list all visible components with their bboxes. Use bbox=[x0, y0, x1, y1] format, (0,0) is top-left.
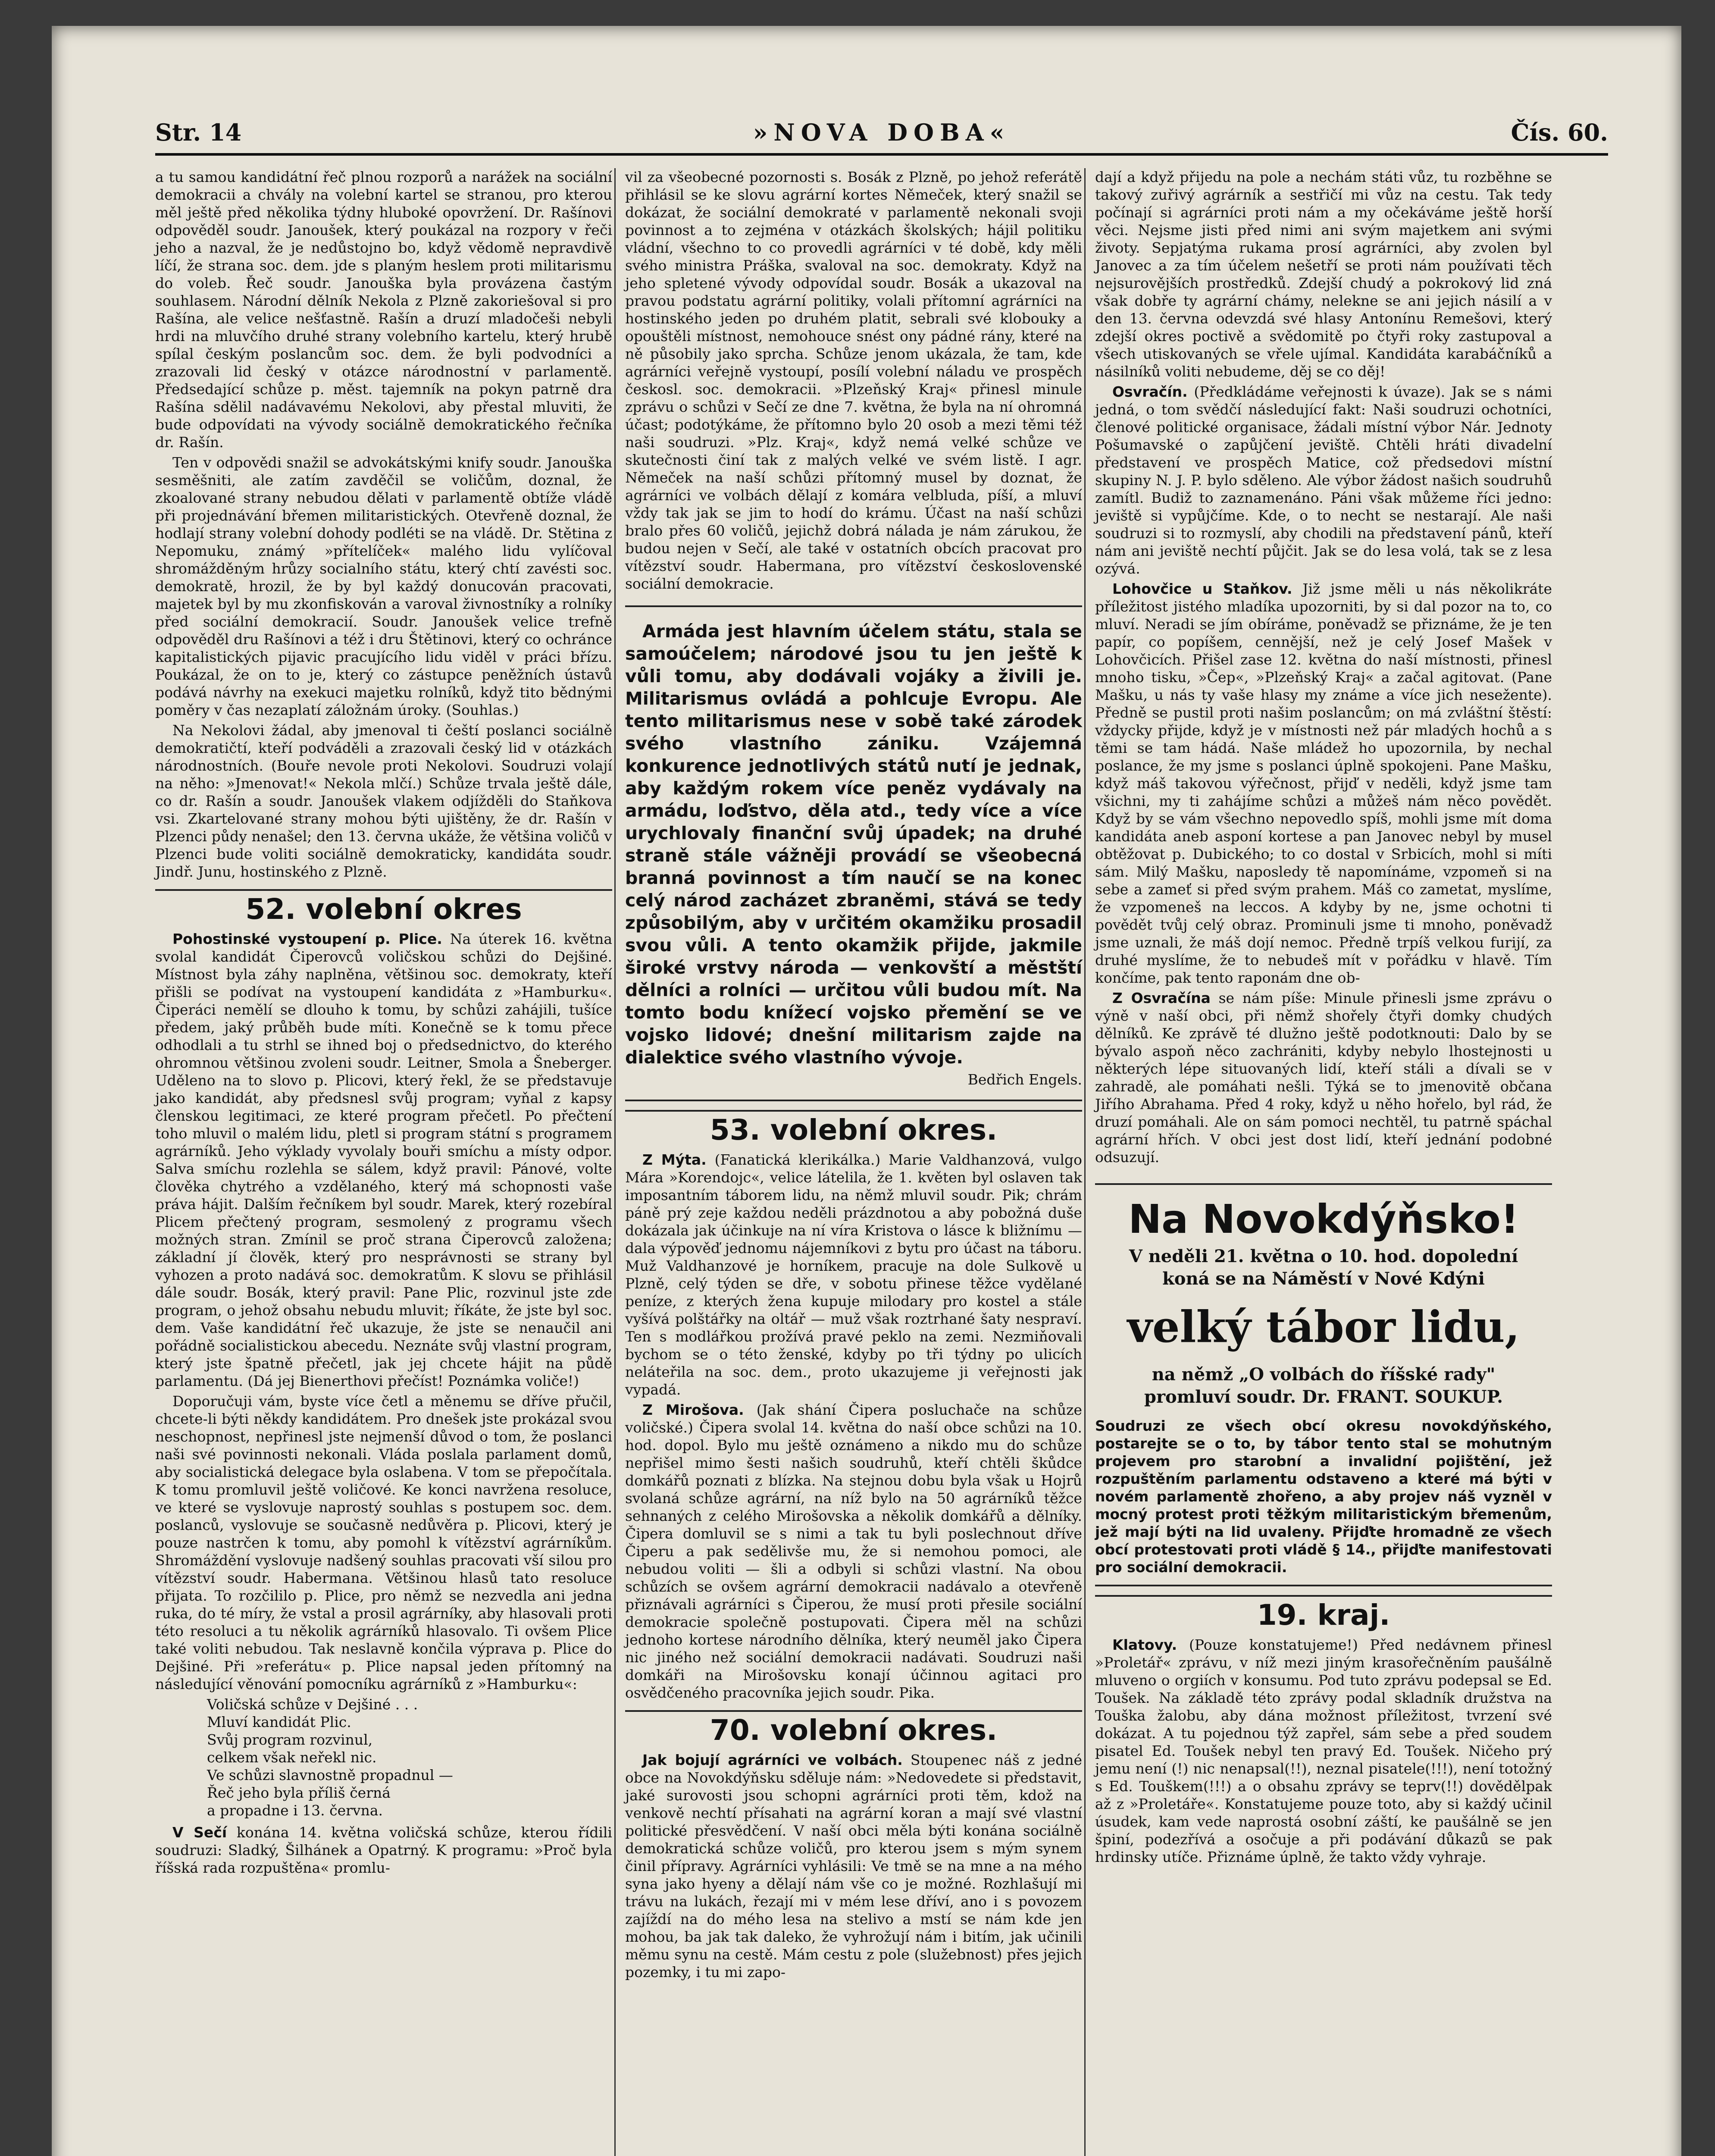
article-headline: Z Mirošova. bbox=[642, 1401, 744, 1418]
article-headline: Osvračín. bbox=[1112, 383, 1188, 400]
announcement-line: V neděli 21. května o 10. hod. dopolední bbox=[1129, 1246, 1518, 1266]
article-paragraph: Ten v odpovědi snažil se advokátskými knify soudr. Janouška sesměšniti, ale zatím zavděčil se voličům, doznal, že zkoalované strany nebudou dělati v parlamentě obtíže vládě při projednávání břemen militaristických. Otevřeně doznal, že hodlají strany volební dohody podléti se na vládě. Dr. Stětina z Nepomuku, známý »přítelíček« malého lidu vylíčoval shromážděným hrůzy socialního státu, který chtí zavésti soc. demokratě, hrozil, že by byl každý donucován pracovati, majetek byl by mu zkonfiskován a varoval živnostníky a rolníky před sociální demokracií. Soudr. Janoušek velice trefně odpověděl dru Rašínovi a též i dru Štětinovi, který co ochránce kapitalistických pijavic pracujícího lidu viděl v práci břízu. Poukázal, že on to je, který co zástupce peněžních ústavů podává návrhy na exekuci majetku rolníků, když tito bědnými poměry v čas nezaplatí záložnám úroky. (Souhlas.) bbox=[155, 454, 612, 718]
article-headline: Jak bojují agrárníci ve volbách. bbox=[642, 1752, 903, 1768]
quote-text: Armáda jest hlavním účelem státu, stala se samoúčelem; národové jsou tu jen ještě k vůli tomu, aby dodávali vojáky a živili je. Militarismus ovládá a pohlcuje Evropu. Ale tento militarismus nese v sobě také zárodek svého vlastního zániku. Vzájemná konkurence jednotlivých států nutí je jednak, aby každým rokem více peněz vydávaly na armádu, loďstvo, děla atd., tedy více a více urychlovaly finanční svůj úpadek; na druhé straně stále vážněji provádí se všeobecná branná povinnost a tím naučí se na konec celý národ zacházet zbraněmi, stává se tedy způsobilým, aby v určitém okamžiku prosadil svou vůli. A tento okamžik přijde, jakmile široké vrstvy národa — venkovští a městští dělníci a rolníci — určitou vůli budou mít. Na tomto bodu knížecí vojsko přemění se ve vojsko lidové; dnešní militarism zajde na dialektice svého vlastního vývoje. bbox=[625, 621, 1082, 1068]
article-paragraph: vil za všeobecné pozornosti s. Bosák z Plzně, po jehož referátě přihlásil se ke slovu agrární kortes Němeček, který snažil se dokázat, že sociální demokraté v parlamentě nekonali svoji povinnost a to zejména v otázkách školských; hájil politiku vládní, všechno to co provedli agrárníci v té době, kdy měli svého ministra Práška, svaloval na soc. demokraty. Když na jeho spletené vývody odpovídal soudr. Bosák a ukazoval na pravou podstatu agrární politiky, volali přítomní agrárníci na hostinského jeden po druhém platit, sebrali své klobouky a opouštěli místnost, nemohouce snést ony pádné rány, které na ně působily jako sprcha. Schůze jenom ukázala, že tam, kde agrárníci veřejně vystoupí, posílí volební náladu ve prospěch českosl. soc. demokracii. »Plzeňský Kraj« přinesl minule zprávu o schůzi v Sečí ze dne 7. května, že byla na ní ohromná účast; podotýkáme, že přítomno bylo 20 osob a mezi těmi též naši soudruzi. »Plz. Kraj«, když nemá velké schůze ve skutečnosti činí tak z malých velké ve svém listě. I agr. Němeček na naší schůzi přítomný musel by doznat, že agrárníci ve volbách dělají z komára velbluda, píší, a mluví vždy tak jak se jim to hodí do krámu. Účast na naší schůzi bralo přes 60 voličů, jejichž dobrá nálada je nám zárukou, že budou nejen v Sečí, ale také v ostatních obcích pracovat pro vítězství soudr. Habermana, pro vítězství československé sociální demokracie. bbox=[625, 169, 1082, 592]
column-3 bbox=[1095, 168, 1552, 1868]
article-headline: V Sečí bbox=[172, 1824, 227, 1841]
section-heading: 19. kraj. bbox=[1095, 1595, 1552, 1632]
poem bbox=[207, 1695, 612, 1819]
poem-line: Svůj program rozvinul, bbox=[207, 1731, 373, 1748]
page-header bbox=[155, 114, 1608, 156]
article-headline: Pohostinské vystoupení p. Plice. bbox=[172, 931, 442, 947]
article-paragraph: Již jsme měli u nás několikráte příležitost jistého mladíka upozorniti, by si dal pozor na to, co mluví. Neradi se jím obíráme, poněvadž se přiznáme, že je ten papír, co popíšem, cennější, než je celý Josef Mašek v Lohovčicích. Přišel zase 12. května do naší místnosti, přinesl mnoho tisku, »Čep«, »Plzeňský Kraj« a začal agitovat. (Pane Mašku, u nás ty vaše hlasy my známe a více jich nesežente). Předně se pustil proti našim poslancům; on má zvláštní štěstí: vždycky přijde, když je v místnosti než pár mladých hochů a s těmi se tam hádá. Naše mládež ho upozornila, by nechal poslance, že my jsme s poslanci úplně spokojeni. Pane Mašku, když máš takovou výřečnost, přijď v neděli, když jsme tam všichni, my ti zahájíme schůzi a můžeš nám něco povědět. Když by se vám všechno nepovedlo spíš, mohli jsme mít doma kandidáta aneb asponí kortese a pan Janovec nebyl by musel obtěžovat p. Dubického; to co dostal v Srbicích, mohl si míti sám. Milý Mašku, naposledy tě napomínáme, vzpomeň si na sebe a zameť si před svým prahem. Máš co zametat, myslíme, že vzpomeneš na leccos. A kdyby by ne, jsme ochotni ti povědět tvůj celý obraz. Prominuli jsme ti mnoho, poněvadž jsme uznali, že máš dojí nemoc. Předně trpíš velkou furijí, za druhé myslíme, že to nebudeš mít v pořádku v hlavě. Tím končíme, pak tento raponám dne ob- bbox=[1095, 580, 1552, 986]
announcement-line: koná se na Náměstí v Nové Kdýni bbox=[1162, 1269, 1485, 1289]
section-heading: 52. volební okres bbox=[155, 889, 612, 926]
poem-line: celkem však neřekl nic. bbox=[207, 1749, 377, 1766]
article-paragraph: Na Nekolovi žádal, aby jmenoval ti čeští poslanci sociálně demokratičtí, kteří podváděli a zrazovali český lid v otázkách národnostních. (Bouře nevole proti Nekolovi. Soudruzi volají na něho: »Jmenovat!« Nekola mlčí.) Schůze trvala ještě dále, co dr. Rašín a soudr. Janoušek vlakem odjížděli do Staňkova vsi. Zkartelované strany mohou býti ujištěny, že dr. Rašín v Plzenci půdy nenašel; den 13. června ukáže, že většina voličů v Plzenci bude voliti sociálně demokraticky, kandidáta soudr. Jindř. Junu, hostinského z Plzně. bbox=[155, 722, 612, 880]
article-headline: Z Mýta. bbox=[642, 1151, 707, 1168]
column-rule bbox=[614, 168, 616, 2156]
article-headline: Lohovčice u Staňkov. bbox=[1112, 580, 1293, 597]
announcement-headline: velký tábor lidu, bbox=[1127, 1301, 1520, 1352]
article-paragraph: a tu samou kandidátní řeč plnou rozporů a narážek na sociální demokracii a chvály na volební kartel se stranou, pro kterou měl ještě před několika týdny hluboké opovržení. Dr. Rašínovi odpověděl soudr. Janoušek, který poukázal na rozpory v řeči jeho a nazval, že je nedůstojno bo, když vědomě nepravdivě líčí, že strana soc. dem. jde s planým heslem proti militarismu do voleb. Řeč soudr. Janouška byla provázena častým souhlasem. Národní dělník Nekola z Plzně zakoriešoval si pro Rašína, ale velice nešťastně. Rašín a druzí mladočeši nebyli hrdi na mluvčího druhé strany volebního kartelu, který hrubě spílal českým poslancům soc. dem. že byli podvodníci a zrazovali lid český v otázce národnostní v parlamentě. Předsedající schůze p. měst. tajemník na pokyn patrně dra Rašína sdělil nadávavému Nekolovi, aby přestal mluviti, že bude odpovídati na vývody sociálně demokratického řečníka dr. Rašín. bbox=[155, 169, 612, 451]
quote-author: Bedřich Engels. bbox=[967, 1071, 1082, 1088]
poem-line: Mluví kandidát Plic. bbox=[207, 1714, 351, 1730]
article-headline: Z Osvračína bbox=[1112, 990, 1211, 1006]
article-paragraph: se nám píše: Minule přinesli jsme zprávu o výně v naší obci, při němž shořely čtyři domky chudých dělníků. Ke zprávě té dlužno ještě podotknouti: Dalo by se bývalo aspoň něco zachrániti, kdyby nebylo lhostejnosti u některých lépe situovaných lidí, kteří stáli a dívali se v zahradě, ale pomáhati nešli. Týká se to jmenovitě občana Jiřího Abrahama. Před 4 roky, když u něho hořelo, byl rád, že druzí pomáhali. Ale on sám pomoci nechtěl, tu patrně spáchal agrární hřích. V obci jest dost lidí, kteří jednání podobné odsuzují. bbox=[1095, 990, 1552, 1166]
announcement-line: promluví soudr. Dr. FRANT. SOUKUP. bbox=[1144, 1387, 1503, 1407]
page-number: Str. 14 bbox=[155, 119, 242, 146]
article-headline: Klatovy. bbox=[1112, 1636, 1177, 1653]
column-2 bbox=[625, 168, 1082, 1984]
article-paragraph: (Předkládáme veřejnosti k úvaze). Jak se s námi jedná, o tom svědčí následující fakt: Naši soudruzi ochotníci, členové politické organisace, žádali místní výbor Nár. Jednoty Pošumavské o zapůjčení jeviště. Chtěli hráti divadelní představení ve prospěch Matice, což předsedovi místní skupiny N. J. P. bylo sděleno. Ale výbor žádost našich soudruhů zamítl. Budiž to zaznamenáno. Páni však můžeme říci jedno: jeviště si vypůjčíme. Kde, o to necht se nestarají. Ale naši soudruzi si to rozmyslí, aby chodili na představení pánů, kteří nám ani jeviště nechtí půjčit. Jak se do lesa volá, tak se z lesa ozývá. bbox=[1095, 383, 1552, 577]
rally-announcement bbox=[1095, 1183, 1552, 1586]
column-1 bbox=[155, 168, 612, 2156]
article-paragraph: Doporučuji vám, byste více četl a měnemu se dříve přučil, chcete-li býti někdy kandidátem. Pro dnešek jste prokázal svou neschopnost, nepřinesl jste nejmenší důvod o tom, že poslanci naši své povinnosti nekonali. Vláda poslala parlament domů, aby socialistická delegace byla oslabena. V tom se přepočítala. K tomu promluvil ještě voličové. Ke konci navržena resoluce, ve které se vyslovuje naprostý souhlas s postupem soc. dem. poslanců, vyslovuje se současně nedůvěra p. Plicovi, který je pouze nastrčen k tomu, aby pomohl k vítězství agrárníkům. Shromáždění vyslovuje nadšený souhlas pracovati vší silou pro vítězství soudr. Habermana. Většinou hlasů tato resoluce přijata. To rozčililo p. Plice, pro němž se nezvedla ani jedna ruka, do té míry, že vstal a prosil agrárníky, aby hlasovali proti této resoluci a tu několik agrárníků hlasovalo. Ti ovšem Plice také voliti nebudou. Tak neslavně končila výprava p. Plice do Dejšiné. Při »referátu« p. Plice napsal jeden přítomný na následující věnování pomocníku agrárníků z »Hamburku«: bbox=[155, 1393, 612, 1692]
column-rule bbox=[1084, 168, 1086, 2156]
quote-box bbox=[625, 605, 1082, 1101]
newspaper-page bbox=[52, 26, 1681, 2156]
poem-line: Řeč jeho byla příliš černá bbox=[207, 1784, 391, 1801]
poem-line: a propadne i 13. června. bbox=[207, 1802, 383, 1819]
article-paragraph: (Pouze konstatujeme!) Před nedávnem přinesl »Proletář« zprávu, v níž mezi jiným krasořečněním paušálně mluveno o orgiích v konsumu. Pod tuto zprávu podepsal se Ed. Toušek. Na základě této zprávy podal skladník družstva na Touška žalobu, aby dána možnost příležitost, tvrzení své dokázat. A tu pojednou týž zapřel, sám sebe a před soudem pisatel Ed. Toušek nebyl ten pravý Ed. Toušek. Ničeho prý jemu není (!) nic nenapsal(!!), neznal pisatele(!!!), není totožný s Ed. Touškem(!!!) a o obsahu zprávy se teprv(!!) dovědělpak až z »Proletáře«. Konstatujeme pouze toto, aby si každý učinil úsudek, kam vede naprostá osobní záští, ke paušálně se jen špiní, podezřívá a osočuje a při podávání důkazů se pak hrdinsky utíče. Přiznáme úplně, že takto vždy vyhraje. bbox=[1095, 1636, 1552, 1865]
masthead-title: »NOVA DOBA« bbox=[753, 119, 1011, 146]
article-paragraph: Na úterek 16. května svolal kandidát Čiperovců voličskou schůzi do Dejšiné. Místnost byla záhy naplněna, většinou soc. demokraty, kteří přišli se podívat na vystoupení kandidáta z »Hamburku«. Čiperáci nemělí se dlouho k tomu, by schůzi zahájili, tušíce předem, jaký průběh bude míti. Konečně se k tomu přece odhodlali a tu strhl se ihned boj o předsednictvo, do kterého ohromnou většinou zvoleni soudr. Leitner, Smola a Šneberger. Uděleno na to slovo p. Plicovi, který řekl, že se představuje jako kandidát, aby předsnesl svůj program; vyňal z kapsy členskou legitimaci, ze které program přečetl. Po přečtení toho mluvil o malém lidu, pletl si program státní s programem agrárníků. Jeho výklady vyvolaly bouři smíchu a místy odpor. Salva smíchu rozlehla se sálem, když pravil: Pánové, volte člověka chytrého a vzdělaného, který má schopnosti vaše práva hájit. Dalším řečníkem byl soudr. Marek, který rozebíral Plicem přečtený program, sesmolený z programu všech možných stran. Zmínil se proč strana Čiperovců založena; základní jí člověk, který pro nesprávnosti se strany byl vyhozen a proto nadává soc. demokratům. K slovu se přihlásil dále soudr. Bosák, který pravil: Pane Plic, rozvinul jste zde program, o jehož obsahu nebudu mluvit; říkáte, že jste byl soc. dem. Vaše kandidátní řeč ukazuje, že jste se nenaučil ani pořádně socialistickou abecedu. Neznáte svůj vlastní program, který jste špatně přečetl, jak jej chcete hájit na půdě parlamentu. (Dá jej Bienerthovi přečíst! Poznámka voliče!) bbox=[155, 931, 613, 1389]
issue-number: Čís. 60. bbox=[1511, 119, 1608, 146]
article-paragraph: Stoupenec náš z jedné obce na Novokdýňsku sděluje nám: »Nedovedete si představit, jaké surovosti jsou schopni agrárníci proti těm, kdož na venkově nechtí přísahati na agrární koran a mají své vlastní politické přesvědčení. V naší obci měla býti konána sociálně demokratická schůze voličů, pro kterou jsem s mým synem činil přípravy. Agrárníci vyhlásili: Ve tmě se na mne a na mého syna jako hyeny a dělají nám vše co je možné. Rozhlašují mi trávu na lukách, řezají mi v mém lese dříví, ano i s povozem zajíždí na do mého lesa na stelivo a mstí se nám kde jen mohou, ba jak tak daleko, že vyhrožují nám i bitím, jak učinili měmu synu na cestě. Mám cestu z pole (služebnost) přes jejich pozemky, i tu mi zapo- bbox=[625, 1752, 1082, 1981]
announcement-line: na němž „O volbách do říšské rady" bbox=[1152, 1364, 1496, 1385]
poem-line: Ve schůzi slavnostně propadnul — bbox=[207, 1767, 453, 1783]
announcement-title: Na Novokdýňsko! bbox=[1128, 1196, 1519, 1242]
poem-line: Voličská schůze v Dejšiné . . . bbox=[207, 1696, 418, 1713]
article-paragraph: dají a když přijedu na pole a nechám státi vůz, tu rozběhne se takový zuřivý agrárník a sestřičí mi vůz na cestu. Tak tedy počínají si agrárníci proti nám a my očekáváme ještě horší věci. Nejsme jisti před nimi ani svým majetkem ani svými životy. Sepjatýma rukama prosí agrárníci, aby zvolen byl Janovec a za tím účelem nešetří se proti nám používati těch nejsurovějších prostředků. Zdejší chudý a pokrokový lid zná však dobře ty agrární chámy, nelekne se ani jejich násilí a v den 13. června odevzdá své hlasy Antonínu Remešovi, který zdejší okres poctivě a svědomitě po čtyři roky zastupoval a všech utiskovaných se vřele ujímal. Kandidáta karabáčníků a násilníků voliti nebudeme, děj se co děj! bbox=[1095, 169, 1552, 380]
article-paragraph: konána 14. května voličská schůze, kterou řídili soudruzi: Sladký, Šilhánek a Opatrný. K programu: »Proč byla říšská rada rozpuštěna« promlu- bbox=[155, 1824, 612, 1876]
article-paragraph: (Fanatická klerikálka.) Marie Valdhanzová, vulgo Mára »Korendojc«, velice látelila, že 1. květen byl oslaven tak imposantním táborem lidu, na němž mluvil soudr. Pik; chrám páně prý zeje každou neděli prázdnotou a aby pobožná duše dokázala jak účinkuje na ní víra Kristova o lásce k bližnímu — dala výpověď jednomu nájemníkovi z bytu pro účast na táboru. Muž Valdhanzové je horníkem, pracuje na dole Sulkově u Plzně, celý týden se dře, v sobotu přinese těžce vydělané peníze, z kterých žena kupuje milodary pro kostel a stále vyšívá polštářky na oltář — muž však roztrhané šaty nespraví. Ten s modlářkou prožívá pravé peklo na zemi. Nezmiňovali bychom se o této ženské, kdyby po tři týdny po ulicích neláteřila na soc. dem., proto ukazujeme ji veřejnosti jak vypadá. bbox=[625, 1151, 1082, 1398]
announcement-note: Soudruzi ze všech obcí okresu novokdýňského, postarejte se o to, by tábor tento stal se mohutným projevem pro starobní a invalidní pojištění, jež rozpuštěním parlamentu odstaveno a které má býti v novém parlamentě zhořeno, a aby projev náš vyzněl v mocný protest proti těžkým militaristickým břemenům, jež mají býti na lid uvaleny. Přijďte hromadně ze všech obcí protestovati proti vládě § 14., přijďte manifestovati pro sociální demokracii. bbox=[1095, 1417, 1552, 1576]
section-heading: 53. volební okres. bbox=[625, 1110, 1082, 1147]
section-heading: 70. volební okres. bbox=[625, 1710, 1082, 1747]
article-paragraph: (Jak shání Čipera posluchače na schůze voličské.) Čipera svolal 14. května do naší obce schůzi na 10. hod. dopol. Bylo mu ještě oznámeno a nikdo mu do schůze nepřišel mimo šesti našich soudruhů, kteří chtěli škůdce domkářů poznati z blízka. Na stejnou dobu byla však u Hojrů svolaná schůze agrární, na níž bylo na 50 agrárníků těžce sehnaných z celého Mirošovska a několik domkářů a dělníky. Čipera domluvil se s nimi a tak tu byli poslechnout dříve Čiperu a pak sedělivše mu, že si nemohou pomoci, ale nebudou voliti — šli a odbyli si schůzi vlastní. Na obou schůzích se ovšem agrární demokracii nadávalo a otevřeně přiznávali agrárníci s Čiperou, že musí proti přesile sociální demokracie společně postupovati. Čipera měl na schůzi jednoho kortese národního dělníka, který neuměl jako Čipera nic jiného než sociální demokracii nadávati. Soudruzi naši domkáři na Mirošovsku konají účinnou agitaci pro osvědčeného pracovníka jejich soudr. Pika. bbox=[625, 1401, 1082, 1701]
